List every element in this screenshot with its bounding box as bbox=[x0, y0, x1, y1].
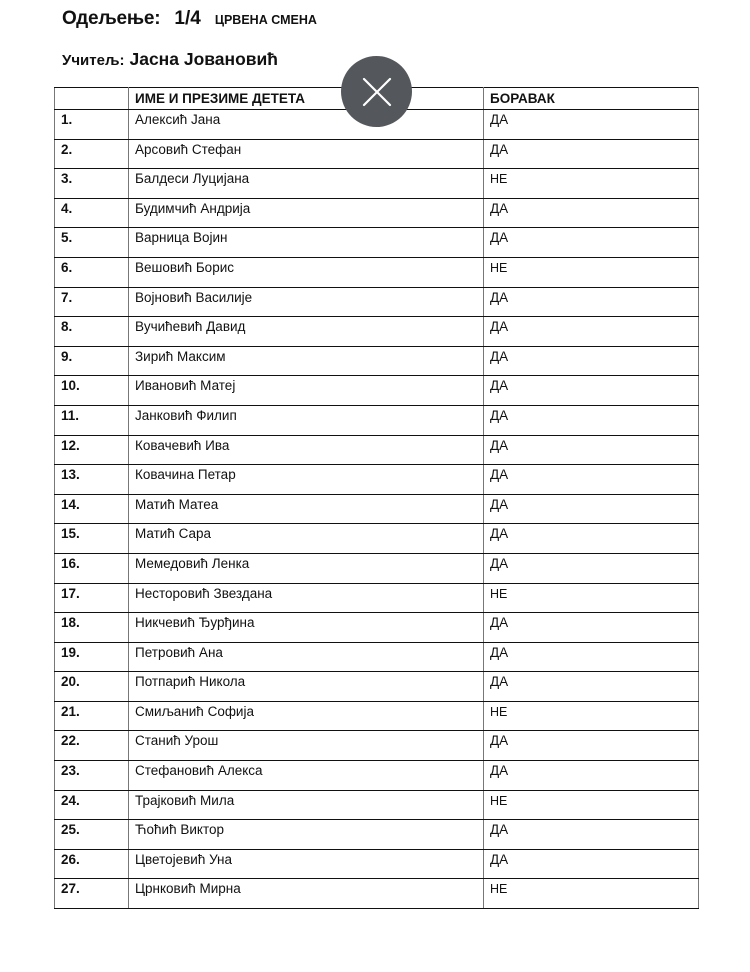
after-school-status: ДА bbox=[484, 553, 699, 583]
row-number: 1. bbox=[55, 110, 129, 140]
after-school-status: НЕ bbox=[484, 790, 699, 820]
child-name: Црнковић Мирна bbox=[129, 879, 484, 909]
row-number: 15. bbox=[55, 524, 129, 554]
after-school-status: ДА bbox=[484, 198, 699, 228]
child-name: Матић Сара bbox=[129, 524, 484, 554]
table-row bbox=[55, 465, 699, 495]
table-row bbox=[55, 346, 699, 376]
close-icon bbox=[362, 77, 392, 107]
table-row bbox=[55, 879, 699, 909]
child-name: Потпарић Никола bbox=[129, 672, 484, 702]
row-number: 9. bbox=[55, 346, 129, 376]
after-school-status: ДА bbox=[484, 761, 699, 791]
table-row bbox=[55, 553, 699, 583]
child-name: Зирић Максим bbox=[129, 346, 484, 376]
after-school-status: НЕ bbox=[484, 879, 699, 909]
after-school-status: ДА bbox=[484, 820, 699, 850]
table-row bbox=[55, 613, 699, 643]
table-row bbox=[55, 198, 699, 228]
after-school-status: ДА bbox=[484, 139, 699, 169]
child-name: Јанковић Филип bbox=[129, 405, 484, 435]
after-school-status: ДА bbox=[484, 287, 699, 317]
class-header bbox=[62, 8, 317, 34]
row-number: 11. bbox=[55, 405, 129, 435]
table-row bbox=[55, 287, 699, 317]
child-name: Будимчић Андрија bbox=[129, 198, 484, 228]
row-number: 4. bbox=[55, 198, 129, 228]
row-number: 24. bbox=[55, 790, 129, 820]
row-number: 27. bbox=[55, 879, 129, 909]
column-header-name: ИМЕ И ПРЕЗИМЕ ДЕТЕТА bbox=[129, 88, 484, 110]
after-school-status: ДА bbox=[484, 849, 699, 879]
child-name: Ћоћић Виктор bbox=[129, 820, 484, 850]
child-name: Смиљанић Софија bbox=[129, 701, 484, 731]
child-name: Ивановић Матеј bbox=[129, 376, 484, 406]
child-name: Матић Матеа bbox=[129, 494, 484, 524]
table-row bbox=[55, 761, 699, 791]
row-number: 5. bbox=[55, 228, 129, 258]
child-name: Станић Урош bbox=[129, 731, 484, 761]
table-row bbox=[55, 139, 699, 169]
row-number: 13. bbox=[55, 465, 129, 495]
child-name: Вучићевић Давид bbox=[129, 317, 484, 347]
row-number: 19. bbox=[55, 642, 129, 672]
after-school-status: ДА bbox=[484, 465, 699, 495]
after-school-status: ДА bbox=[484, 494, 699, 524]
after-school-status: НЕ bbox=[484, 169, 699, 199]
child-name: Петровић Ана bbox=[129, 642, 484, 672]
teacher-header bbox=[62, 49, 278, 70]
row-number: 21. bbox=[55, 701, 129, 731]
shift-label: ЦРВЕНА СМЕНА bbox=[214, 13, 317, 27]
table-row bbox=[55, 317, 699, 347]
child-name: Мемедовић Ленка bbox=[129, 553, 484, 583]
table-row bbox=[55, 435, 699, 465]
child-name: Цветојевић Уна bbox=[129, 849, 484, 879]
table-row bbox=[55, 169, 699, 199]
child-name: Ковачина Петар bbox=[129, 465, 484, 495]
table-row bbox=[55, 672, 699, 702]
after-school-status: ДА bbox=[484, 110, 699, 140]
row-number: 2. bbox=[55, 139, 129, 169]
row-number: 3. bbox=[55, 169, 129, 199]
table-row bbox=[55, 849, 699, 879]
row-number: 17. bbox=[55, 583, 129, 613]
row-number: 23. bbox=[55, 761, 129, 791]
teacher-label: Учитељ: bbox=[62, 52, 125, 69]
child-name: Никчевић Ђурђина bbox=[129, 613, 484, 643]
class-value: 1/4 bbox=[174, 8, 201, 29]
row-number: 7. bbox=[55, 287, 129, 317]
column-header-after-school: БОРАВАК bbox=[484, 88, 699, 110]
child-name: Стефановић Алекса bbox=[129, 761, 484, 791]
child-name: Вешовић Борис bbox=[129, 257, 484, 287]
table-row bbox=[55, 701, 699, 731]
after-school-status: НЕ bbox=[484, 701, 699, 731]
child-name: Трајковић Мила bbox=[129, 790, 484, 820]
after-school-status: ДА bbox=[484, 435, 699, 465]
table-row bbox=[55, 820, 699, 850]
after-school-status: ДА bbox=[484, 228, 699, 258]
column-header-number bbox=[55, 88, 129, 110]
table-body bbox=[55, 110, 699, 909]
child-name: Несторовић Звездана bbox=[129, 583, 484, 613]
after-school-status: ДА bbox=[484, 405, 699, 435]
child-name: Арсовић Стефан bbox=[129, 139, 484, 169]
after-school-status: НЕ bbox=[484, 583, 699, 613]
table-row bbox=[55, 228, 699, 258]
row-number: 26. bbox=[55, 849, 129, 879]
teacher-name: Јасна Јовановић bbox=[129, 49, 278, 69]
table-row bbox=[55, 790, 699, 820]
row-number: 20. bbox=[55, 672, 129, 702]
table-row bbox=[55, 583, 699, 613]
row-number: 8. bbox=[55, 317, 129, 347]
row-number: 16. bbox=[55, 553, 129, 583]
table-row bbox=[55, 731, 699, 761]
row-number: 18. bbox=[55, 613, 129, 643]
table-row bbox=[55, 642, 699, 672]
row-number: 25. bbox=[55, 820, 129, 850]
after-school-status: ДА bbox=[484, 731, 699, 761]
table-row bbox=[55, 376, 699, 406]
after-school-status: ДА bbox=[484, 317, 699, 347]
row-number: 22. bbox=[55, 731, 129, 761]
row-number: 12. bbox=[55, 435, 129, 465]
after-school-status: ДА bbox=[484, 613, 699, 643]
after-school-status: ДА bbox=[484, 376, 699, 406]
child-name: Ковачевић Ива bbox=[129, 435, 484, 465]
student-roster-table bbox=[54, 87, 699, 909]
after-school-status: ДА bbox=[484, 672, 699, 702]
child-name: Алексић Јана bbox=[129, 110, 484, 140]
child-name: Варница Војин bbox=[129, 228, 484, 258]
after-school-status: ДА bbox=[484, 524, 699, 554]
after-school-status: НЕ bbox=[484, 257, 699, 287]
child-name: Балдеси Луцијана bbox=[129, 169, 484, 199]
after-school-status: ДА bbox=[484, 346, 699, 376]
table-row bbox=[55, 524, 699, 554]
row-number: 14. bbox=[55, 494, 129, 524]
row-number: 10. bbox=[55, 376, 129, 406]
close-button[interactable] bbox=[341, 56, 412, 127]
child-name: Војновић Василије bbox=[129, 287, 484, 317]
after-school-status: ДА bbox=[484, 642, 699, 672]
table-row bbox=[55, 494, 699, 524]
class-label: Одељење: bbox=[62, 8, 161, 29]
table-row bbox=[55, 257, 699, 287]
table-row bbox=[55, 405, 699, 435]
row-number: 6. bbox=[55, 257, 129, 287]
